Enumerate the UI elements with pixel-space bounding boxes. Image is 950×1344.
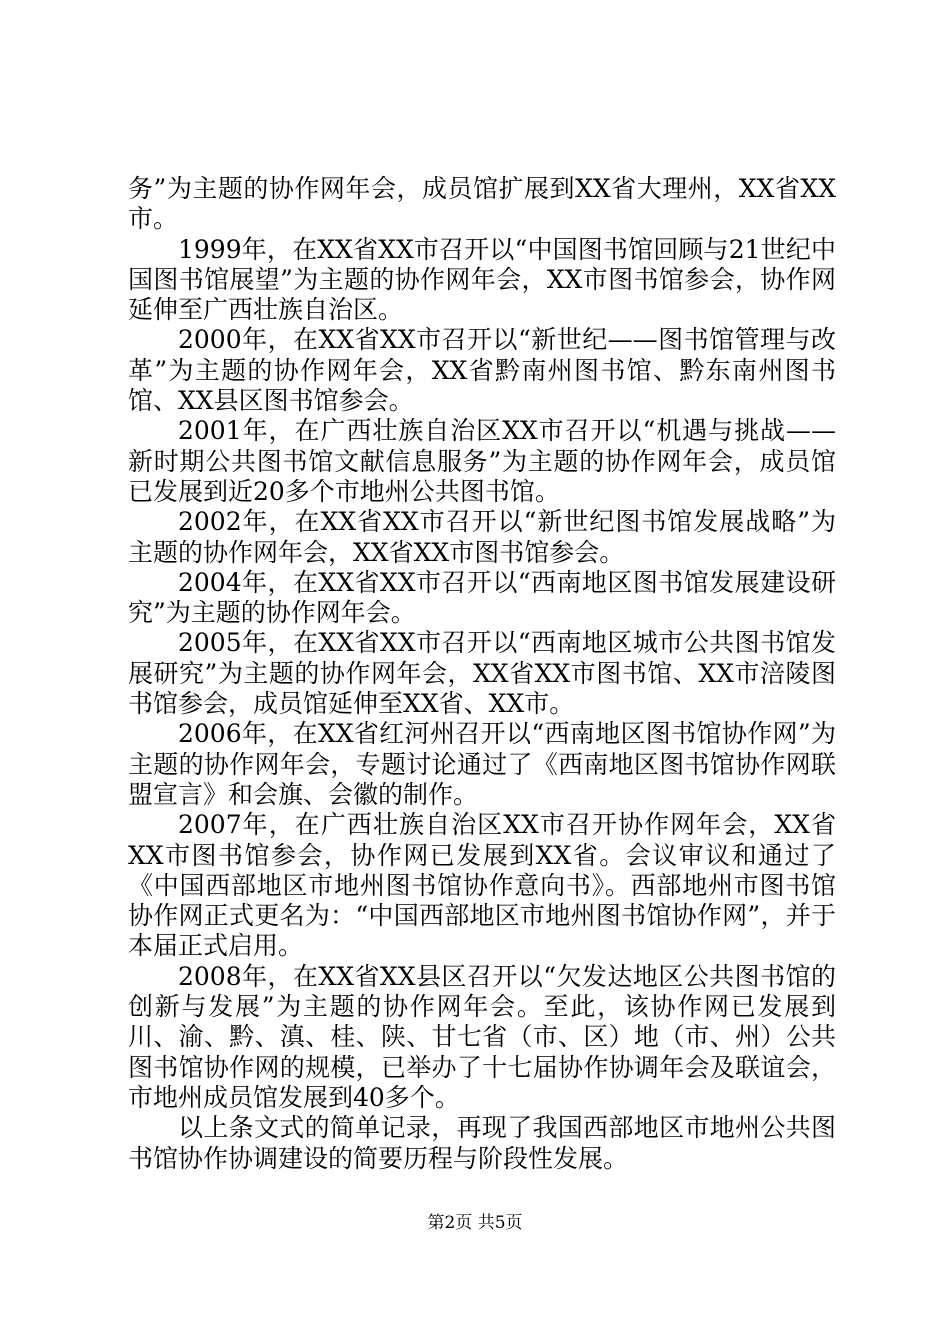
document-body [128, 174, 836, 1174]
paragraph-2007: 2007年，在广西壮族自治区XX市召开协作网年会，XX省XX市图书馆参会，协作网已发展到XX省。会议审议和通过了《中国西部地区市地州图书馆协作意向书》。西部地州市图书馆协作网正式更名为：“中国西部地区市地州图书馆协作网”，并于本届正式启用。 [128, 810, 836, 961]
paragraph-summary: 以上条文式的简单记录，再现了我国西部地区市地州公共图书馆协作协调建设的简要历程与阶段性发展。 [128, 1113, 836, 1173]
paragraph-2001: 2001年，在广西壮族自治区XX市召开以“机遇与挑战——新时期公共图书馆文献信息服务”为主题的协作网年会，成员馆已发展到近20多个市地州公共图书馆。 [128, 416, 836, 506]
page-footer: 第2页 共5页 [427, 1213, 523, 1233]
paragraph-2006: 2006年，在XX省红河州召开以“西南地区图书馆协作网”为主题的协作网年会，专题讨论通过了《西南地区图书馆协作网联盟宣言》和会旗、会徽的制作。 [128, 719, 836, 809]
paragraph-2002: 2002年，在XX省XX市召开以“新世纪图书馆发展战略”为主题的协作网年会，XX省XX市图书馆参会。 [128, 507, 836, 567]
paragraph-continuation: 务”为主题的协作网年会，成员馆扩展到XX省大理州，XX省XX市。 [128, 174, 836, 234]
paragraph-2000: 2000年，在XX省XX市召开以“新世纪——图书馆管理与改革”为主题的协作网年会，XX省黔南州图书馆、黔东南州图书馆、XX县区图书馆参会。 [128, 325, 836, 416]
paragraph-2004: 2004年，在XX省XX市召开以“西南地区图书馆发展建设研究”为主题的协作网年会。 [128, 567, 836, 628]
paragraph-2008: 2008年，在XX省XX县区召开以“欠发达地区公共图书馆的创新与发展”为主题的协作网年会。至此，该协作网已发展到川、渝、黔、滇、桂、陕、甘七省（市、区）地（市、州）公共图书馆协作网的规模，已举办了十七届协作协调年会及联谊会，市地州成员馆发展到40多个。 [128, 961, 836, 1112]
paragraph-1999: 1999年，在XX省XX市召开以“中国图书馆回顾与21世纪中国图书馆展望”为主题的协作网年会，XX市图书馆参会，协作网延伸至广西壮族自治区。 [128, 234, 836, 325]
paragraph-2005: 2005年，在XX省XX市召开以“西南地区城市公共图书馆发展研究”为主题的协作网年会，XX省XX市图书馆、XX市涪陵图书馆参会，成员馆延伸至XX省、XX市。 [128, 628, 836, 719]
